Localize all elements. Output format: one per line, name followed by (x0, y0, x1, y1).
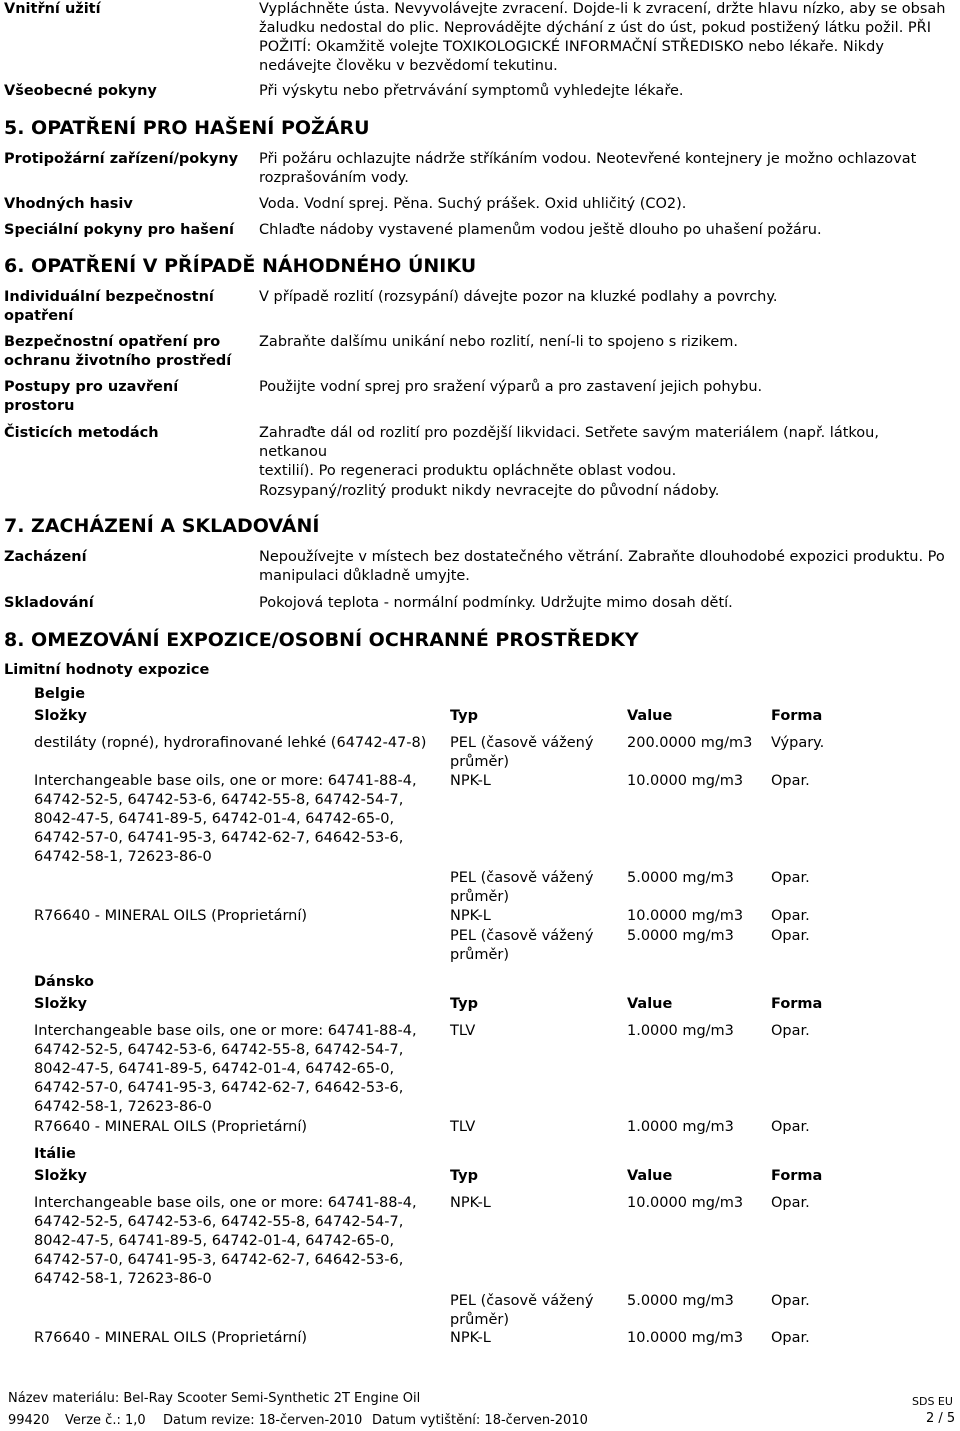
table-row-form: Výpary. (771, 735, 825, 751)
table-row-type: PEL (časově vážený průměr) (450, 928, 594, 963)
country-italie: Itálie (34, 1146, 76, 1162)
text-vseobecne-pokyny: Při výskytu nebo přetrvávání symptomů vyhledejte lékaře. (259, 83, 684, 99)
table-row-type: NPK-L (450, 908, 491, 924)
label-limitni-hodnoty: Limitní hodnoty expozice (4, 662, 210, 678)
table-row-value: 1.0000 mg/m3 (627, 1023, 734, 1039)
label-skladovani: Skladování (4, 595, 94, 611)
table-row-component: R76640 - MINERAL OILS (Proprietární) (34, 1330, 308, 1346)
table-row-type: TLV (450, 1023, 476, 1039)
col-header-typ: Typ (450, 996, 479, 1012)
text-specialni-pokyny: Chlaďte nádoby vystavené plamenům vodou ještě dlouho po uhašení požáru. (259, 222, 822, 238)
table-row-component: Interchangeable base oils, one or more: 64741-88-4, 64742-52-5, 64742-53-6, 64742-55-8, 64742-54-7, 8042-47-5, 64741-89-5, 64742-01-4, 64742-65-0, 64742-57-0, 64741-95-3, 64742-62-7, 64642-53-6, 64742-58-1, 72623-86-0 (34, 1195, 417, 1287)
table-row-form: Opar. (771, 870, 810, 886)
label-individualni: Individuální bezpečnostní opatření (4, 289, 214, 324)
section-6-heading: 6. OPATŘENÍ V PŘÍPADĚ NÁHODNÉHO ÚNIKU (4, 255, 477, 277)
table-row-component: Interchangeable base oils, one or more: 64741-88-4, 64742-52-5, 64742-53-6, 64742-55-8, 64742-54-7, 8042-47-5, 64741-89-5, 64742-01-4, 64742-65-0, 64742-57-0, 64741-95-3, 64742-62-7, 64642-53-6, 64742-58-1, 72623-86-0 (34, 773, 417, 865)
table-row-form: Opar. (771, 908, 810, 924)
table-row-form: Opar. (771, 773, 810, 789)
label-vseobecne-pokyny: Všeobecné pokyny (4, 83, 157, 99)
text-vhodnych-hasiv: Voda. Vodní sprej. Pěna. Suchý prášek. Oxid uhličitý (CO2). (259, 196, 687, 212)
table-row-value: 10.0000 mg/m3 (627, 1195, 744, 1211)
col-header-slozky: Složky (34, 996, 87, 1012)
section-7-heading: 7. ZACHÁZENÍ A SKLADOVÁNÍ (4, 515, 320, 537)
table-row-value: 10.0000 mg/m3 (627, 773, 744, 789)
col-header-value: Value (627, 996, 673, 1012)
footer-version: Verze č.: 1,0 (65, 1413, 146, 1428)
section-8-heading: 8. OMEZOVÁNÍ EXPOZICE/OSOBNÍ OCHRANNÉ PROSTŘEDKY (4, 629, 639, 651)
table-row-form: Opar. (771, 1293, 810, 1309)
table-row-type: NPK-L (450, 1195, 491, 1211)
label-bezpecnostni-opatreni: Bezpečnostní opatření pro ochranu životního prostředí (4, 334, 232, 369)
col-header-forma: Forma (771, 996, 823, 1012)
table-row-component: destiláty (ropné), hydrorafinované lehké (64742-47-8) (34, 735, 427, 751)
footer-id: 99420 (8, 1413, 50, 1428)
country-dansko: Dánsko (34, 974, 94, 990)
table-row-value: 5.0000 mg/m3 (627, 1293, 734, 1309)
table-row-component: R76640 - MINERAL OILS (Proprietární) (34, 1119, 308, 1135)
text-rozsypany-produkt: Rozsypaný/rozlitý produkt nikdy nevracejte do původní nádoby. (259, 483, 720, 499)
table-row-form: Opar. (771, 928, 810, 944)
label-specialni-pokyny: Speciální pokyny pro hašení (4, 222, 234, 238)
col-header-typ: Typ (450, 1168, 479, 1184)
text-vnitrni-uziti: Vypláchněte ústa. Nevyvolávejte zvracení. Dojde-li k zvracení, držte hlavu nízko, aby se obsah žaludku nedostal do plic. Neprovádějte dýchání z úst do úst, pokud postižený látku požil. PŘI POŽITÍ: Okamžitě volejte TOXIKOLOGICKÉ INFORMAČNÍ STŘEDISKO nebo lékaře. Nikdy nedávejte člověku v bezvědomí tekutinu. (259, 1, 946, 74)
col-header-value: Value (627, 1168, 673, 1184)
table-row-form: Opar. (771, 1195, 810, 1211)
footer-page-number: 2 / 5 (926, 1411, 956, 1426)
col-header-typ: Typ (450, 708, 479, 724)
table-row-form: Opar. (771, 1023, 810, 1039)
table-row-value: 200.0000 mg/m3 (627, 735, 753, 751)
label-cisticich-metodach: Čisticích metodách (4, 425, 159, 441)
text-cisticich-metodach: Zahraďte dál od rozlití pro pozdější likvidaci. Setřete savým materiálem (např. látkou, netkanou textilií). Po regeneraci produktu opláchněte oblast vodou. (259, 425, 879, 479)
text-skladovani: Pokojová teplota - normální podmínky. Udržujte mimo dosah dětí. (259, 595, 733, 611)
col-header-slozky: Složky (34, 1168, 87, 1184)
text-postupy-uzavreni: Použijte vodní sprej pro sražení výparů a pro zastavení jejich pohybu. (259, 379, 763, 395)
table-row-value: 1.0000 mg/m3 (627, 1119, 734, 1135)
table-row-value: 5.0000 mg/m3 (627, 928, 734, 944)
col-header-slozky: Složky (34, 708, 87, 724)
table-row-type: NPK-L (450, 773, 491, 789)
table-row-type: PEL (časově vážený průměr) (450, 870, 594, 905)
text-individualni: V případě rozlití (rozsypání) dávejte pozor na kluzké podlahy a povrchy. (259, 289, 778, 305)
label-vnitrni-uziti: Vnitřní užití (4, 1, 101, 17)
country-belgie: Belgie (34, 686, 86, 702)
label-postupy-uzavreni: Postupy pro uzavření prostoru (4, 379, 179, 414)
footer-sds-label: SDS EU (912, 1395, 953, 1408)
table-row-component: Interchangeable base oils, one or more: 64741-88-4, 64742-52-5, 64742-53-6, 64742-55-8, 64742-54-7, 8042-47-5, 64741-89-5, 64742-01-4, 64742-65-0, 64742-57-0, 64741-95-3, 64742-62-7, 64642-53-6, 64742-58-1, 72623-86-0 (34, 1023, 417, 1115)
text-bezpecnostni-opatreni: Zabraňte dalšímu unikání nebo rozlití, není-li to spojeno s rizikem. (259, 334, 739, 350)
text-zachazeni: Nepoužívejte v místech bez dostatečného větrání. Zabraňte dlouhodobé expozici produktu. Po manipulaci důkladně umyjte. (259, 549, 945, 584)
table-row-form: Opar. (771, 1119, 810, 1135)
table-row-value: 10.0000 mg/m3 (627, 1330, 744, 1346)
table-row-form: Opar. (771, 1330, 810, 1346)
table-row-value: 10.0000 mg/m3 (627, 908, 744, 924)
table-row-type: PEL (časově vážený průměr) (450, 735, 594, 770)
col-header-value: Value (627, 708, 673, 724)
table-row-type: PEL (časově vážený průměr) (450, 1293, 594, 1328)
footer-revision-date: Datum revize: 18-červen-2010 (163, 1413, 363, 1428)
section-5-heading: 5. OPATŘENÍ PRO HAŠENÍ POŽÁRU (4, 117, 370, 139)
table-row-type: NPK-L (450, 1330, 491, 1346)
table-row-value: 5.0000 mg/m3 (627, 870, 734, 886)
label-zachazeni: Zacházení (4, 549, 87, 565)
table-row-type: TLV (450, 1119, 476, 1135)
label-vhodnych-hasiv: Vhodných hasiv (4, 196, 133, 212)
col-header-forma: Forma (771, 708, 823, 724)
col-header-forma: Forma (771, 1168, 823, 1184)
label-protipozarni: Protipožární zařízení/pokyny (4, 151, 239, 167)
table-row-component: R76640 - MINERAL OILS (Proprietární) (34, 908, 308, 924)
footer-material-name: Název materiálu: Bel-Ray Scooter Semi-Synthetic 2T Engine Oil (8, 1391, 421, 1406)
text-protipozarni: Při požáru ochlazujte nádrže stříkáním vodou. Neotevřené kontejnery je možno ochlazovat rozprašováním vody. (259, 151, 917, 186)
footer-print-date: Datum vytištění: 18-červen-2010 (372, 1413, 588, 1428)
